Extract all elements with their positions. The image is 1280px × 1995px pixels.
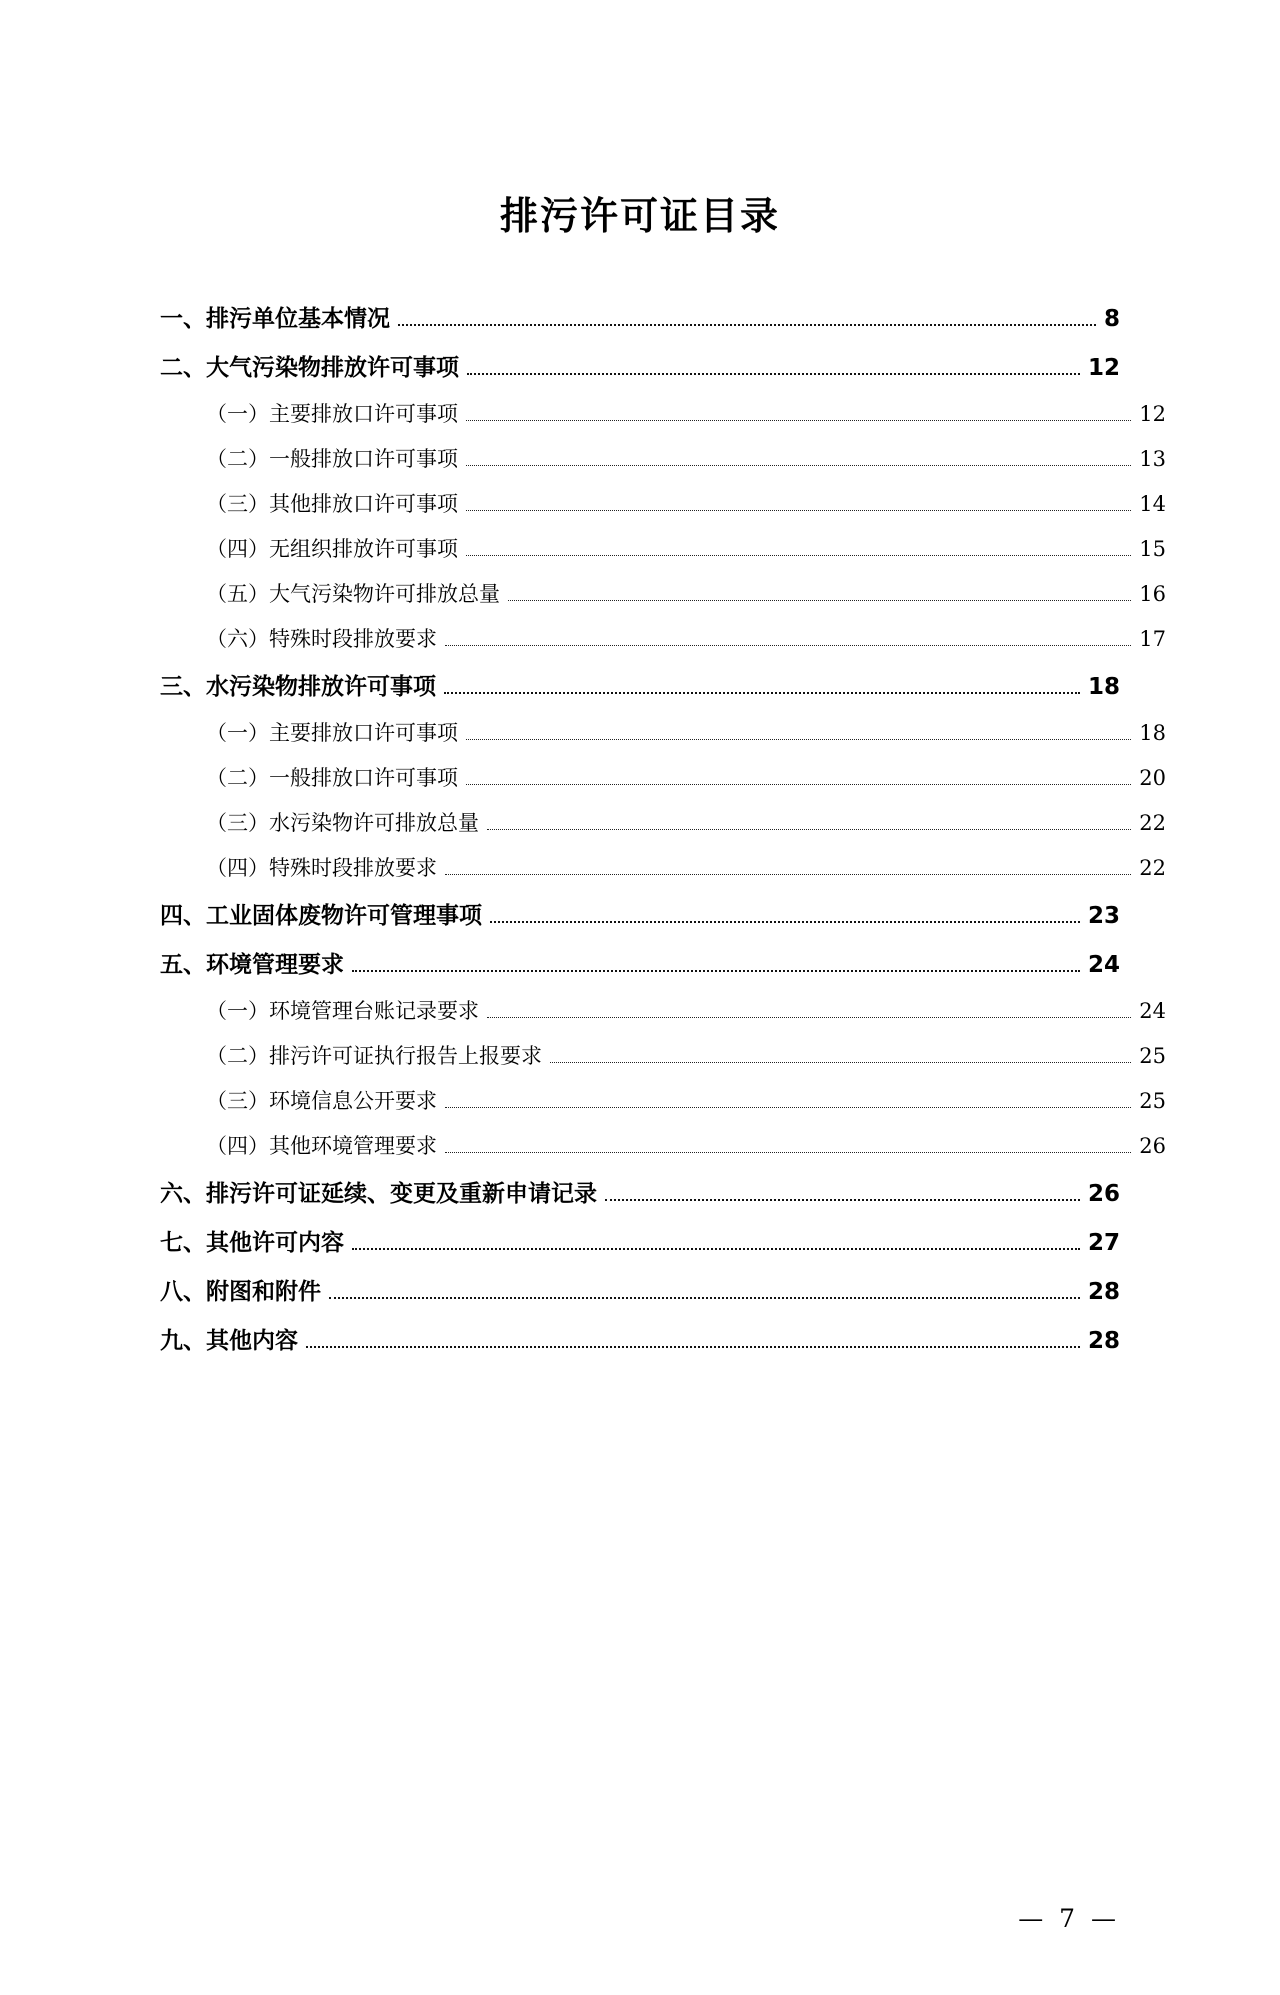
toc-entry-label: （四）特殊时段排放要求 xyxy=(206,856,437,880)
toc-leader-dots xyxy=(605,1199,1080,1201)
toc-entry-page-number: 13 xyxy=(1139,447,1166,471)
toc-entry-page-number: 8 xyxy=(1103,306,1120,332)
toc-entry[interactable] xyxy=(160,349,1120,382)
toc-leader-dots xyxy=(466,510,1131,511)
toc-entry-label: （二）一般排放口许可事项 xyxy=(206,766,458,790)
toc-leader-dots xyxy=(466,555,1131,556)
toc-entry-label: 八、附图和附件 xyxy=(160,1279,321,1305)
toc-entry-label: 三、水污染物排放许可事项 xyxy=(160,674,436,700)
toc-entry-page-number: 22 xyxy=(1139,856,1166,880)
toc-leader-dots xyxy=(352,970,1080,972)
toc-entry[interactable] xyxy=(206,488,1166,518)
toc-entry[interactable] xyxy=(206,398,1166,428)
toc-entry-page-number: 25 xyxy=(1139,1044,1166,1068)
toc-entry-label: 二、大气污染物排放许可事项 xyxy=(160,355,459,381)
toc-leader-dots xyxy=(352,1248,1080,1250)
toc-entry-page-number: 15 xyxy=(1139,537,1166,561)
toc-leader-dots xyxy=(444,692,1080,694)
toc-entry-page-number: 14 xyxy=(1139,492,1166,516)
table-of-contents xyxy=(0,300,1280,1355)
toc-entry[interactable] xyxy=(160,300,1120,333)
toc-leader-dots xyxy=(490,921,1080,923)
toc-entry-label: 一、排污单位基本情况 xyxy=(160,306,390,332)
toc-entry-page-number: 12 xyxy=(1139,402,1166,426)
toc-entry[interactable] xyxy=(206,717,1166,747)
toc-entry[interactable] xyxy=(206,578,1166,608)
toc-entry-label: （四）无组织排放许可事项 xyxy=(206,537,458,561)
toc-entry-page-number: 22 xyxy=(1139,811,1166,835)
toc-entry[interactable] xyxy=(206,1085,1166,1115)
toc-leader-dots xyxy=(329,1297,1080,1299)
toc-entry-label: （一）环境管理台账记录要求 xyxy=(206,999,479,1023)
toc-leader-dots xyxy=(466,739,1131,740)
document-page xyxy=(0,185,1280,1995)
toc-leader-dots xyxy=(445,645,1131,646)
toc-entry-page-number: 17 xyxy=(1139,627,1166,651)
toc-entry[interactable] xyxy=(206,807,1166,837)
toc-entry-label: （三）水污染物许可排放总量 xyxy=(206,811,479,835)
toc-entry-page-number: 18 xyxy=(1087,674,1120,700)
toc-entry-label: 七、其他许可内容 xyxy=(160,1230,344,1256)
toc-leader-dots xyxy=(466,465,1131,466)
toc-entry-label: （五）大气污染物许可排放总量 xyxy=(206,582,500,606)
toc-entry-label: （二）排污许可证执行报告上报要求 xyxy=(206,1044,542,1068)
toc-entry[interactable] xyxy=(206,533,1166,563)
toc-entry[interactable] xyxy=(160,668,1120,701)
toc-entry-page-number: 28 xyxy=(1087,1328,1120,1354)
toc-entry-label: 四、工业固体废物许可管理事项 xyxy=(160,903,482,929)
toc-entry-label: （三）其他排放口许可事项 xyxy=(206,492,458,516)
toc-entry[interactable] xyxy=(206,852,1166,882)
toc-leader-dots xyxy=(508,600,1131,601)
toc-entry[interactable] xyxy=(160,897,1120,930)
toc-leader-dots xyxy=(487,1017,1131,1018)
toc-entry-page-number: 23 xyxy=(1087,903,1120,929)
toc-entry[interactable] xyxy=(206,1130,1166,1160)
toc-entry-page-number: 28 xyxy=(1087,1279,1120,1305)
toc-entry-label: （一）主要排放口许可事项 xyxy=(206,402,458,426)
toc-entry-page-number: 26 xyxy=(1139,1134,1166,1158)
toc-leader-dots xyxy=(445,874,1131,875)
toc-entry-label: （四）其他环境管理要求 xyxy=(206,1134,437,1158)
toc-leader-dots xyxy=(306,1346,1080,1348)
toc-entry-label: （二）一般排放口许可事项 xyxy=(206,447,458,471)
toc-entry[interactable] xyxy=(160,1273,1120,1306)
toc-leader-dots xyxy=(466,784,1131,785)
toc-leader-dots xyxy=(467,373,1080,375)
toc-entry-page-number: 24 xyxy=(1087,952,1120,978)
toc-entry[interactable] xyxy=(206,623,1166,653)
toc-entry-label: 六、排污许可证延续、变更及重新申请记录 xyxy=(160,1181,597,1207)
toc-leader-dots xyxy=(487,829,1131,830)
toc-entry[interactable] xyxy=(206,1040,1166,1070)
toc-entry-page-number: 24 xyxy=(1139,999,1166,1023)
toc-entry-page-number: 18 xyxy=(1139,721,1166,745)
toc-entry[interactable] xyxy=(206,762,1166,792)
toc-entry-page-number: 26 xyxy=(1087,1181,1120,1207)
page-title: 排污许可证目录 xyxy=(499,194,780,238)
toc-entry[interactable] xyxy=(206,443,1166,473)
toc-entry-page-number: 12 xyxy=(1087,355,1120,381)
toc-entry[interactable] xyxy=(160,1175,1120,1208)
toc-entry-page-number: 27 xyxy=(1087,1230,1120,1256)
toc-leader-dots xyxy=(398,324,1096,326)
toc-entry-page-number: 25 xyxy=(1139,1089,1166,1113)
toc-leader-dots xyxy=(445,1107,1131,1108)
toc-leader-dots xyxy=(445,1152,1131,1153)
footer-page-number: — 7 — xyxy=(1018,1904,1120,1933)
toc-entry-label: 九、其他内容 xyxy=(160,1328,298,1354)
toc-entry-page-number: 20 xyxy=(1139,766,1166,790)
toc-entry-label: （六）特殊时段排放要求 xyxy=(206,627,437,651)
toc-entry-label: （三）环境信息公开要求 xyxy=(206,1089,437,1113)
toc-entry-label: 五、环境管理要求 xyxy=(160,952,344,978)
toc-entry-label: （一）主要排放口许可事项 xyxy=(206,721,458,745)
toc-entry[interactable] xyxy=(160,1224,1120,1257)
toc-leader-dots xyxy=(466,420,1131,421)
toc-leader-dots xyxy=(550,1062,1131,1063)
toc-entry-page-number: 16 xyxy=(1139,582,1166,606)
toc-entry[interactable] xyxy=(160,946,1120,979)
toc-entry[interactable] xyxy=(206,995,1166,1025)
toc-entry[interactable] xyxy=(160,1322,1120,1355)
